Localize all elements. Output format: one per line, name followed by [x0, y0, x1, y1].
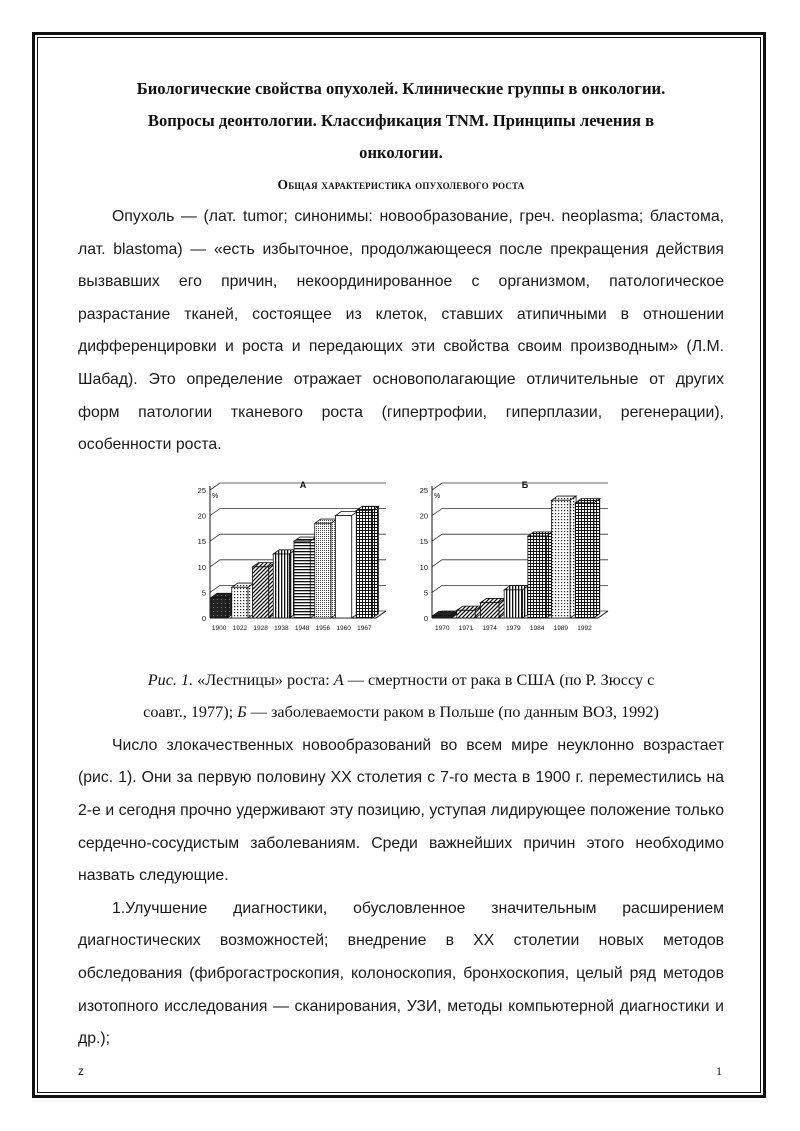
figure-1	[78, 470, 724, 656]
x-tick-label: 1948	[294, 624, 310, 632]
bar	[315, 519, 337, 618]
footer-mark: z	[78, 1064, 84, 1078]
x-tick-label: 1900	[211, 624, 227, 632]
chart-b	[410, 470, 616, 656]
y-tick-label: 10	[197, 562, 206, 572]
x-tick-label: 1992	[577, 624, 592, 632]
y-tick-label: 0	[201, 613, 206, 623]
x-tick-label: 1979	[506, 624, 521, 632]
paragraph-growth: Число злокачественных новообразований во всем мире неуклонно возрастает (рис. 1). Они за первую половину XX столетия с 7-го места в 1900 г. переместились на 2-е и сегодня прочно удерживают эту позицию, уступая лидирующее положение только сердечно-сосудистым заболеваниям. Среди важнейших причин этого необходимо назвать следующие.	[78, 736, 724, 885]
y-tick-label: 5	[423, 588, 428, 598]
bar	[528, 532, 552, 618]
caption-a-label: А	[333, 670, 344, 689]
y-tick-label: 0	[423, 613, 428, 623]
gridline	[210, 483, 386, 490]
chart-title: А	[299, 479, 307, 490]
bar	[336, 511, 358, 618]
y-tick-label: 25	[419, 485, 428, 495]
y-tick-label: 20	[419, 511, 428, 521]
gridline	[432, 483, 608, 490]
chart-title: Б	[521, 479, 529, 490]
y-tick-label: 15	[419, 536, 428, 546]
bar	[294, 537, 316, 618]
bar	[457, 606, 481, 618]
y-tick-label: 5	[201, 588, 206, 598]
page-number: 1	[716, 1064, 722, 1078]
caption-text-4: — заболеваемости раком в Польше (по данным ВОЗ, 1992)	[246, 702, 659, 721]
y-tick-label: 10	[419, 562, 428, 572]
y-axis-label: %	[434, 492, 441, 500]
x-tick-label: 1928	[253, 624, 268, 632]
caption-line-1	[78, 664, 724, 696]
bar	[232, 583, 254, 618]
caption-text-1: «Лестницы» роста:	[193, 670, 334, 689]
caption-b-label: Б	[237, 702, 247, 721]
paragraph-diagnostics: 1.Улучшение диагностики, обусловленное значительным расширением диагностических возможностей; внедрение в XX столетии новых методов обследования (фиброгастроскопия, колоноскопия, бронхоскопия, целый ряд методов изотопного исследования — сканирования, УЗИ, методы компьютерной диагностики и др.);	[78, 899, 724, 1048]
x-tick-label: 1960	[336, 624, 351, 632]
caption-text-2: — смертности от рака в США (по Р. Зюссу с	[343, 670, 655, 689]
bar	[273, 550, 295, 618]
caption-text-3: соавт., 1977);	[143, 702, 238, 721]
page-content	[78, 73, 724, 1056]
x-tick-label: 1938	[274, 624, 289, 632]
x-tick-label: 1967	[357, 624, 372, 632]
x-tick-label: 1989	[553, 624, 569, 632]
y-tick-label: 20	[197, 511, 206, 521]
bar	[253, 562, 275, 617]
bar	[552, 496, 576, 618]
x-tick-label: 1956	[315, 624, 331, 632]
heading-line-2: Вопросы деонтологии. Классификация TNM. Принципы лечения в	[147, 111, 655, 130]
caption-prefix: Рис. 1.	[147, 670, 194, 689]
heading-line-1: Биологические свойства опухолей. Клинические группы в онкологии.	[136, 79, 666, 98]
x-tick-label: 1970	[435, 624, 450, 632]
paragraph-tumor-definition: Опухоль — (лат. tumor; синонимы: новообразование, греч. neoplasma; бластома, лат. blastoma) — «есть избыточное, продолжающееся после прекращения действия вызвавших его причин, некоординированное с организмом, патологическое разрастание тканей, состоящее из клеток, ставших атипичными в отношении дифференцировки и роста и передающих эти свойства своим производным» (Л.М. Шабад). Это определение отражает основополагающие отличительные от других форм патологии тканевого роста (гипертрофии, гиперплазии, регенерации), особенности роста.	[78, 208, 724, 454]
x-tick-label: 1974	[482, 624, 497, 632]
x-tick-label: 1971	[458, 624, 474, 632]
caption-line-2	[78, 696, 724, 728]
x-tick-label: 1984	[529, 624, 545, 632]
section-title: Общая характеристика опухолевого роста	[277, 177, 525, 192]
bar	[433, 611, 457, 618]
figure-caption	[78, 664, 724, 728]
x-tick-label: 1922	[232, 624, 248, 632]
bar	[211, 593, 233, 618]
heading-line-3: онкологии.	[359, 143, 443, 162]
y-tick-label: 15	[197, 536, 206, 546]
bar	[356, 506, 378, 618]
chart-a	[188, 470, 394, 656]
bar	[575, 498, 599, 617]
y-tick-label: 25	[197, 485, 206, 495]
y-axis-label: %	[212, 492, 219, 500]
bar	[480, 598, 504, 618]
bar	[504, 585, 528, 617]
